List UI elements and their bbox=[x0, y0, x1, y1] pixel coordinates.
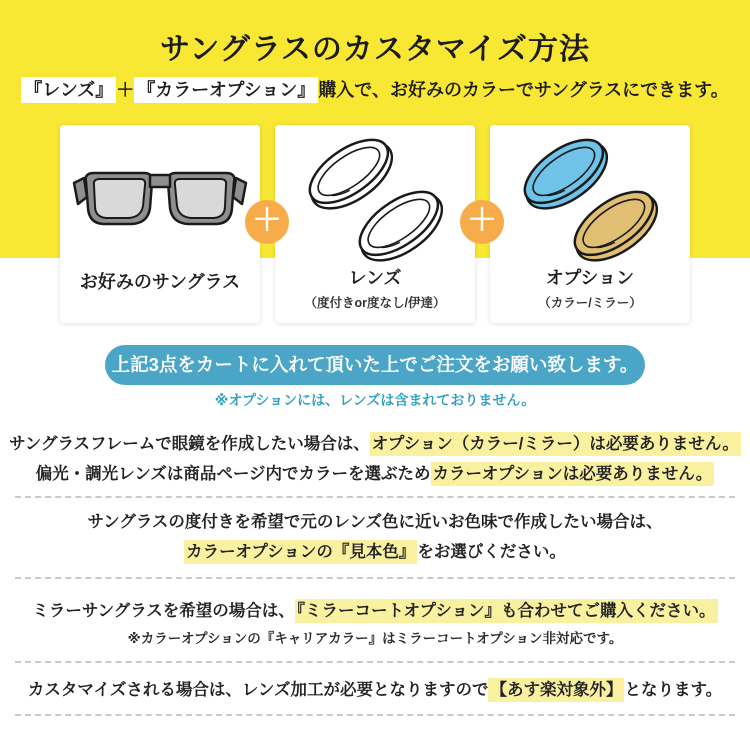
card-sublabel: （度付きor度なし/伊達） bbox=[304, 296, 446, 310]
card-sublabel: （カラー/ミラー） bbox=[538, 296, 642, 310]
note-sample-color bbox=[0, 507, 750, 567]
note-line: 偏光・調光レンズは商品ページ内でカラーを選ぶため カラーオプションは必要ありません。 bbox=[0, 459, 750, 489]
note-line: サングラスの度付きを希望で元のレンズ色に近いお色味で作成したい場合は、 bbox=[87, 513, 663, 531]
card-label: オプション bbox=[545, 268, 635, 288]
card-sunglasses bbox=[60, 125, 260, 323]
card-label: レンズ bbox=[348, 268, 402, 288]
card-label: お好みのサングラス bbox=[79, 272, 241, 292]
dashed-divider bbox=[15, 496, 735, 498]
note-frame-option bbox=[0, 429, 750, 489]
note-line: サングラスフレームで眼鏡を作成したい場合は、 オプション（カラー/ミラー）は必要ありません。 bbox=[0, 429, 750, 459]
order-instruction-banner: 上記3点をカートに入れて頂いた上でご注文をお願い致します。 bbox=[105, 345, 645, 385]
plus-icon: ＋ bbox=[245, 200, 289, 244]
note-mirror-option bbox=[0, 596, 750, 652]
dashed-divider bbox=[15, 661, 735, 663]
dashed-divider bbox=[15, 714, 735, 716]
sunglasses-icon bbox=[60, 125, 260, 271]
banner-note: ※オプションには、レンズは含まれておりません。 bbox=[214, 392, 536, 408]
plus-icon: ＋ bbox=[460, 200, 504, 244]
subtitle: 『レンズ』 ＋ 『カラーオプション』 購入で、お好みのカラーでサングラスにできます。 bbox=[0, 76, 750, 102]
card-lenses bbox=[275, 125, 475, 323]
note-line: ミラーサングラスを希望の場合は、 『ミラーコートオプション』も合わせてご購入ください。 bbox=[0, 596, 750, 626]
clear-lenses-icon bbox=[275, 125, 475, 267]
note-line: カスタマイズされる場合は、レンズ加工が必要となりますので 【あす楽対象外】 となります。 bbox=[0, 675, 750, 705]
dashed-divider bbox=[15, 577, 735, 579]
page-title: サングラスのカスタマイズ方法 bbox=[159, 33, 591, 66]
note-line: カラーオプションの『見本色』 をお選びください。 bbox=[0, 537, 750, 567]
card-options bbox=[490, 125, 690, 323]
note-shipping bbox=[0, 675, 750, 705]
color-lenses-icon bbox=[490, 125, 690, 267]
note-line-small: ※カラーオプションの『キャリアカラー』はミラーコートオプション非対応です。 bbox=[127, 631, 623, 646]
